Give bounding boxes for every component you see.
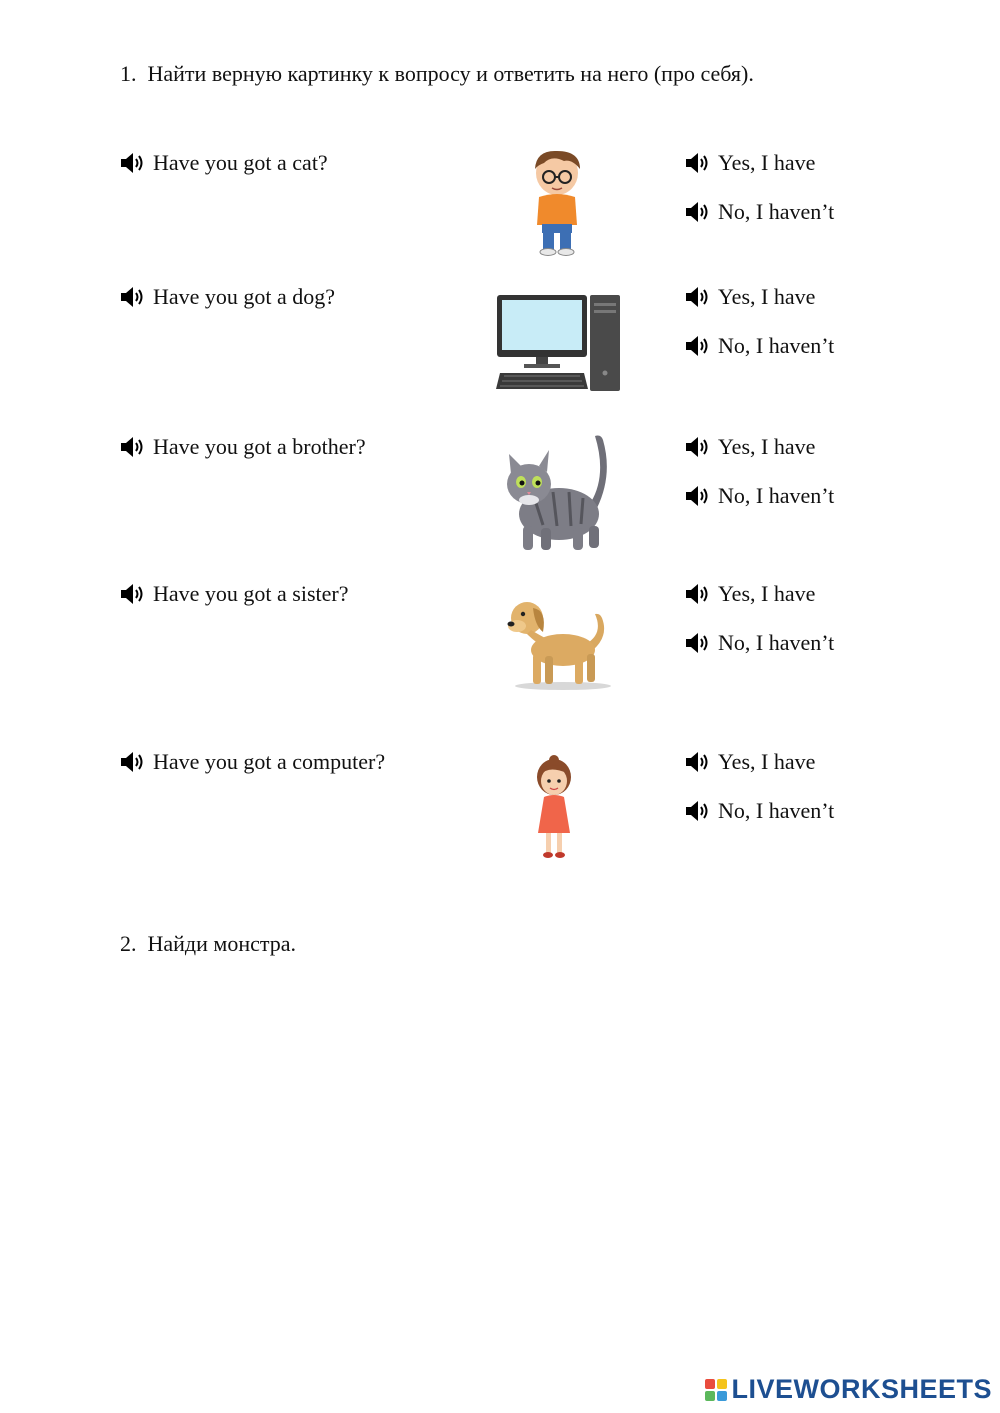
answer-no-4[interactable] [685,630,834,656]
task1-heading [120,61,754,87]
question-text: Have you got a cat? [153,150,328,175]
speaker-icon[interactable] [685,799,711,823]
question-text: Have you got a brother? [153,434,366,459]
speaker-icon[interactable] [685,200,711,224]
logo-text: LIVEWORKSHEETS [731,1374,992,1404]
task2-text: Найди монстра. [147,931,296,956]
answer-no-2[interactable] [685,333,834,359]
answer-no-5[interactable] [685,798,834,824]
desktop-computer-picture[interactable] [492,293,624,393]
speaker-icon[interactable] [120,582,146,606]
answer-text: No, I haven’t [718,333,835,358]
question-row-2 [120,284,335,310]
answer-yes-1[interactable] [685,150,815,176]
speaker-icon[interactable] [685,285,711,309]
speaker-icon[interactable] [685,582,711,606]
speaker-icon[interactable] [685,750,711,774]
speaker-icon[interactable] [685,631,711,655]
boy-with-glasses-picture[interactable] [522,147,592,257]
task1-number: 1. [120,61,137,86]
speaker-icon[interactable] [685,435,711,459]
answer-yes-2[interactable] [685,284,815,310]
answer-yes-3[interactable] [685,434,815,460]
speaker-icon[interactable] [120,435,146,459]
task2-number: 2. [120,931,137,956]
answer-yes-5[interactable] [685,749,815,775]
speaker-icon[interactable] [685,484,711,508]
answer-text: Yes, I have [718,581,816,606]
answer-text: No, I haven’t [718,630,835,655]
grey-cat-picture[interactable] [495,430,610,556]
question-row-3 [120,434,366,460]
logo-grid-icon [705,1379,727,1401]
question-text: Have you got a sister? [153,581,349,606]
answer-no-1[interactable] [685,199,834,225]
answer-text: Yes, I have [718,150,816,175]
golden-dog-picture[interactable] [505,596,617,692]
answer-text: Yes, I have [718,284,816,309]
answer-text: No, I haven’t [718,798,835,823]
speaker-icon[interactable] [120,750,146,774]
question-row-4 [120,581,349,607]
speaker-icon[interactable] [120,151,146,175]
question-text: Have you got a dog? [153,284,336,309]
question-row-5 [120,749,385,775]
speaker-icon[interactable] [685,151,711,175]
answer-yes-4[interactable] [685,581,815,607]
task1-text: Найти верную картинку к вопросу и ответить на него (про себя). [147,61,754,86]
answer-text: Yes, I have [718,434,816,459]
task2-heading [120,931,296,957]
speaker-icon[interactable] [685,334,711,358]
answer-no-3[interactable] [685,483,834,509]
answer-text: No, I haven’t [718,199,835,224]
liveworksheets-logo[interactable] [705,1374,992,1405]
speaker-icon[interactable] [120,285,146,309]
question-row-1 [120,150,328,176]
question-text: Have you got a computer? [153,749,386,774]
answer-text: No, I haven’t [718,483,835,508]
girl-in-red-dress-picture[interactable] [528,755,580,861]
answer-text: Yes, I have [718,749,816,774]
